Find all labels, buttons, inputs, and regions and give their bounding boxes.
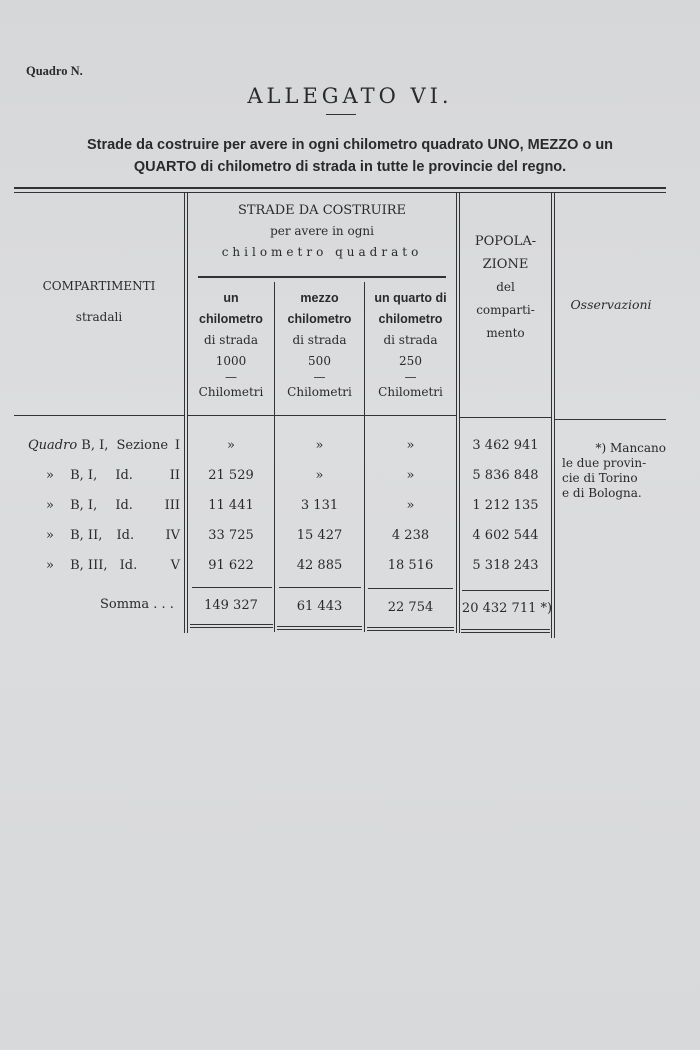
subtitle-line-1: Strade da costruire per avere in ogni chilometro quadrato UNO, MEZZO o un bbox=[86, 137, 614, 153]
col-1-dash: — bbox=[225, 370, 237, 384]
col-divider-4 bbox=[456, 193, 457, 633]
header-comp-1: COMPARTIMENTI bbox=[42, 279, 156, 293]
subtitle bbox=[20, 134, 680, 178]
table-top-rule-2 bbox=[14, 192, 666, 193]
header-strade-1: STRADE DA COSTRUIRE bbox=[237, 203, 407, 218]
somma-bottom-rule-4 bbox=[461, 629, 550, 630]
col-2-dash: — bbox=[313, 370, 326, 384]
col-2-l4: 500 bbox=[308, 354, 331, 368]
pop-5: mento bbox=[486, 326, 525, 340]
somma-top-rule-2 bbox=[279, 587, 361, 588]
col-3-dash: — bbox=[404, 370, 417, 384]
somma-bottom-rule-2b bbox=[277, 629, 362, 630]
strade-group-rule bbox=[198, 276, 446, 278]
table-row bbox=[46, 558, 180, 573]
col-divider-5 bbox=[551, 193, 552, 638]
col-2-l2: chilometro bbox=[287, 312, 352, 326]
row-c2: » bbox=[315, 468, 324, 483]
row-mark: Quadro bbox=[28, 438, 78, 453]
quadro-label: Quadro N. bbox=[26, 64, 83, 78]
col-1-unit: Chilometri bbox=[198, 385, 264, 399]
col-1-l3: di strada bbox=[203, 333, 259, 347]
row-group: B, I, bbox=[70, 468, 98, 483]
somma-bottom-rule-3 bbox=[367, 627, 454, 628]
col-1-l2: chilometro bbox=[199, 312, 263, 326]
row-sez: Sezione bbox=[116, 438, 169, 453]
table-row bbox=[46, 498, 180, 513]
somma-label: Somma . . . bbox=[100, 597, 174, 612]
somma-bottom-rule-3b bbox=[367, 630, 454, 631]
row-roman: IV bbox=[165, 528, 180, 543]
somma-bottom-rule-1 bbox=[190, 624, 273, 625]
header-col-1 bbox=[188, 288, 274, 403]
header-bottom-rule-2 bbox=[188, 415, 456, 416]
header-strade-3: chilometro quadrato bbox=[221, 245, 423, 259]
col-2-unit: Chilometri bbox=[287, 385, 352, 399]
col-divider-5b bbox=[554, 193, 555, 638]
somma-bottom-rule-2 bbox=[277, 626, 362, 627]
table-row bbox=[46, 528, 180, 543]
header-bottom-rule-1 bbox=[14, 415, 184, 416]
pop-2: ZIONE bbox=[482, 257, 529, 272]
table-row bbox=[46, 468, 180, 483]
row-c3: 18 516 bbox=[387, 558, 434, 573]
row-c2: 15 427 bbox=[296, 528, 343, 543]
somma-top-rule-1 bbox=[192, 587, 272, 588]
row-pop: 5 836 848 bbox=[472, 468, 539, 483]
col-2-l1: mezzo bbox=[300, 291, 339, 305]
note-line-3: cie di Torino bbox=[562, 471, 638, 485]
somma-pop: 20 432 711 *) bbox=[461, 601, 553, 616]
row-group: B, I, bbox=[70, 498, 98, 513]
note-line-2: le due provin- bbox=[562, 456, 647, 470]
row-c1: 11 441 bbox=[208, 498, 254, 513]
row-pop: 5 318 243 bbox=[472, 558, 539, 573]
col-3-l2: chilometro bbox=[378, 312, 443, 326]
col-3-l3: di strada bbox=[383, 333, 438, 347]
somma-top-rule-3 bbox=[368, 588, 453, 589]
col-3-l1: un quarto di bbox=[374, 291, 447, 305]
row-sez: Id. bbox=[119, 558, 138, 573]
row-c1: » bbox=[227, 438, 235, 453]
header-bottom-rule-4 bbox=[555, 419, 666, 420]
header-comp-2: stradali bbox=[75, 310, 123, 324]
row-c3: 4 238 bbox=[391, 528, 430, 543]
row-sez: Id. bbox=[116, 528, 135, 543]
header-strade-2: per avere in ogni bbox=[270, 224, 374, 238]
header-osservazioni: Osservazioni bbox=[570, 297, 652, 312]
header-bottom-rule-3 bbox=[460, 417, 551, 418]
table-top-rule bbox=[14, 187, 666, 189]
subtitle-line-2: QUARTO di chilometro di strada in tutte le provincie del regno. bbox=[133, 159, 567, 175]
row-roman: V bbox=[170, 558, 180, 573]
row-group: B, III, bbox=[70, 558, 108, 573]
pop-4: comparti- bbox=[476, 303, 535, 317]
row-sez: Id. bbox=[115, 468, 133, 483]
somma-c2: 61 443 bbox=[296, 599, 343, 614]
row-mark: » bbox=[46, 558, 54, 573]
header-col-3 bbox=[365, 288, 456, 403]
note-line-1: *) Mancano bbox=[595, 441, 666, 455]
row-c2: 3 131 bbox=[300, 498, 339, 513]
col-2-l3: di strada bbox=[292, 333, 347, 347]
page-title: ALLEGATO VI. bbox=[247, 84, 453, 108]
row-c1: 21 529 bbox=[208, 468, 254, 483]
row-c1: 91 622 bbox=[208, 558, 254, 573]
row-mark: » bbox=[46, 468, 54, 483]
row-sez: Id. bbox=[115, 498, 133, 513]
somma-c3: 22 754 bbox=[387, 600, 434, 615]
row-c3: » bbox=[406, 468, 415, 483]
header-compartimenti bbox=[14, 276, 184, 328]
col-1-l1: un bbox=[223, 291, 239, 305]
row-c3: » bbox=[406, 498, 415, 513]
row-pop: 1 212 135 bbox=[472, 498, 539, 513]
row-pop: 3 462 941 bbox=[472, 438, 539, 453]
row-roman: III bbox=[164, 498, 180, 513]
row-mark: » bbox=[46, 498, 54, 513]
row-roman: II bbox=[169, 468, 180, 483]
somma-top-rule-4 bbox=[462, 590, 549, 591]
row-c2: » bbox=[315, 438, 324, 453]
row-group: B, I, bbox=[81, 438, 109, 453]
header-strade bbox=[188, 200, 456, 263]
somma-c1: 149 327 bbox=[204, 598, 258, 613]
row-c2: 42 885 bbox=[296, 558, 343, 573]
row-pop: 4 602 544 bbox=[472, 528, 539, 543]
col-3-l4: 250 bbox=[399, 354, 422, 368]
header-col-2 bbox=[275, 288, 364, 403]
title-underline bbox=[326, 114, 356, 115]
col-1-l4: 1000 bbox=[215, 354, 247, 368]
col-divider-1 bbox=[184, 193, 185, 633]
table-row bbox=[28, 438, 180, 453]
somma-bottom-rule-4b bbox=[461, 632, 550, 633]
somma-bottom-rule-1b bbox=[190, 627, 273, 628]
row-roman: I bbox=[174, 438, 180, 453]
observation-note bbox=[562, 441, 666, 501]
note-line-4: e di Bologna. bbox=[562, 486, 642, 500]
row-mark: » bbox=[46, 528, 54, 543]
row-c3: » bbox=[406, 438, 415, 453]
row-group: B, II, bbox=[70, 528, 103, 543]
pop-3: del bbox=[496, 280, 515, 294]
row-c1: 33 725 bbox=[208, 528, 254, 543]
col-3-unit: Chilometri bbox=[378, 385, 443, 399]
header-popolazione bbox=[460, 230, 551, 345]
pop-1: POPOLA- bbox=[474, 234, 537, 249]
